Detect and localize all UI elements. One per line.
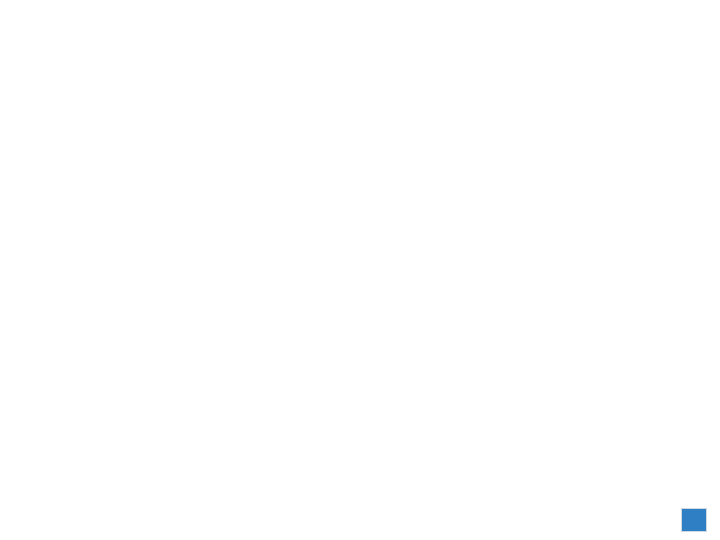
header-start (316, 72, 388, 130)
header-duration (263, 72, 316, 130)
header-num (20, 72, 65, 130)
page-number-badge (681, 508, 707, 532)
header-end (388, 72, 457, 130)
header-name (65, 72, 263, 130)
